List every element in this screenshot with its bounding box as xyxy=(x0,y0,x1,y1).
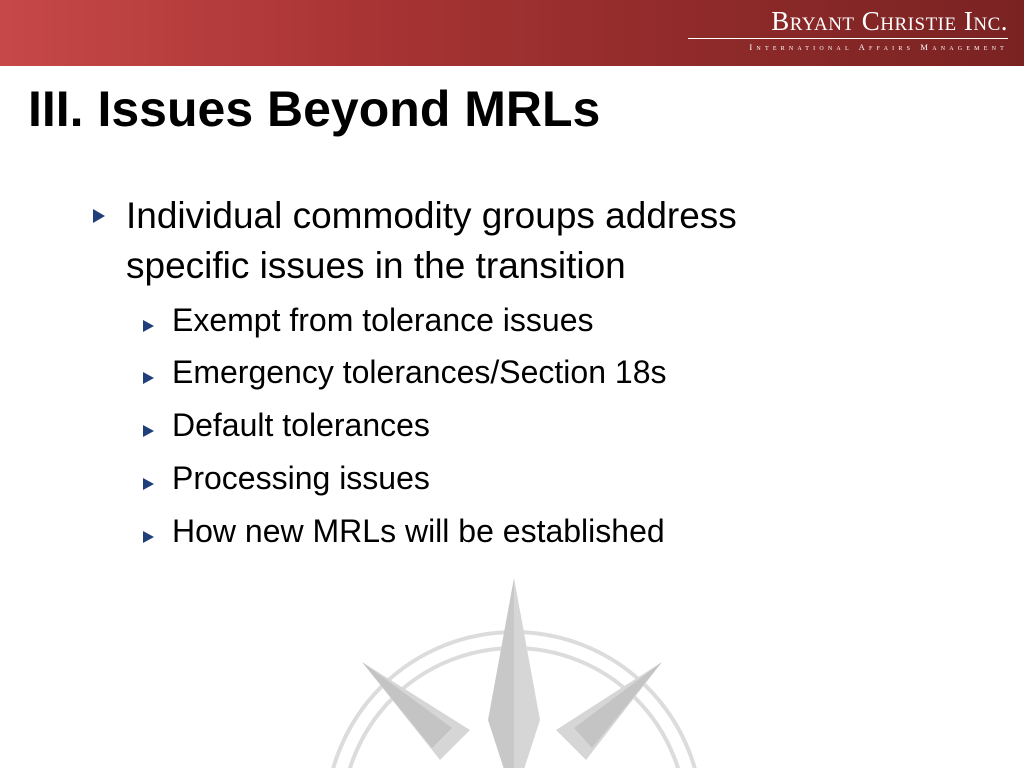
triangle-arrow-icon xyxy=(143,320,154,332)
sub-bullet-item: Default tolerances xyxy=(172,407,430,443)
bullet-item: Individual commodity groups address specific issues in the transition xyxy=(126,195,737,286)
triangle-arrow-icon xyxy=(143,531,154,543)
slide-title: III. Issues Beyond MRLs xyxy=(28,81,601,137)
sub-bullet-item: Emergency tolerances/Section 18s xyxy=(172,354,667,390)
company-name: Bryant Christie Inc. xyxy=(771,6,1008,36)
triangle-arrow-icon xyxy=(143,478,154,490)
triangle-arrow-icon xyxy=(143,372,154,384)
triangle-arrow-icon xyxy=(93,209,105,223)
sub-bullet-item: Exempt from tolerance issues xyxy=(172,302,594,338)
sub-bullet-item: How new MRLs will be established xyxy=(172,513,665,549)
triangle-arrow-icon xyxy=(143,425,154,437)
sub-bullet-item: Processing issues xyxy=(172,460,430,496)
company-tagline: International Affairs Management xyxy=(749,42,1008,52)
